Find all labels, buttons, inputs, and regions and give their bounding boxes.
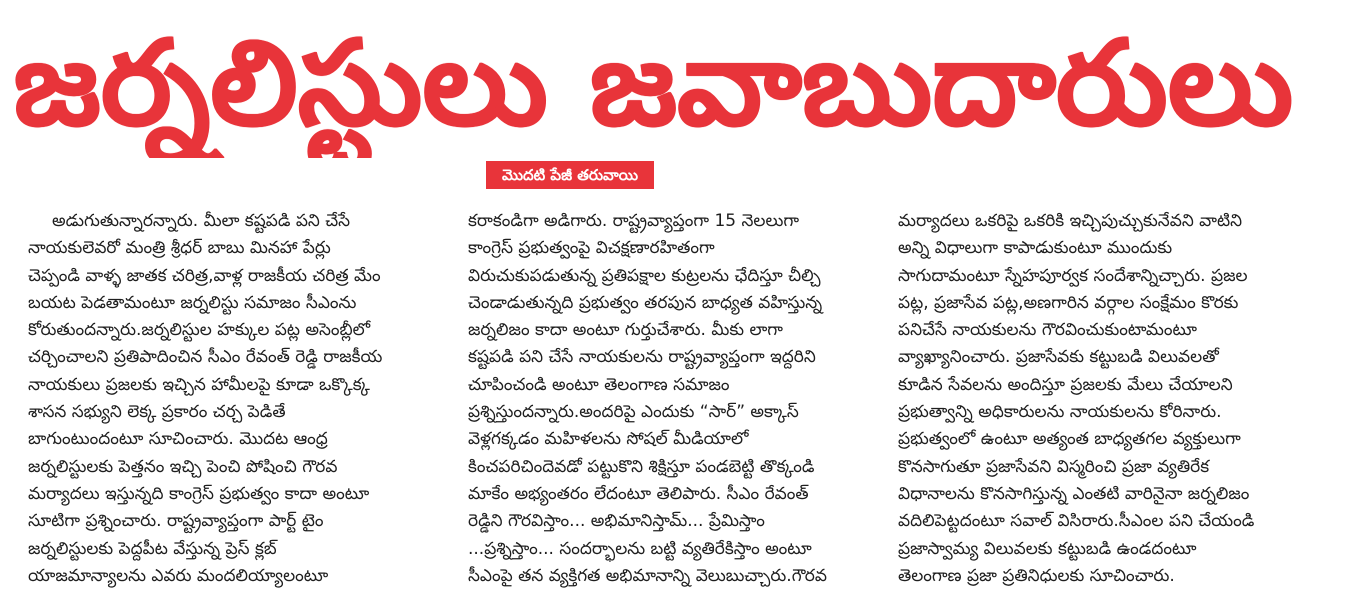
article-line: కరాకండిగా అడిగారు. రాష్ట్రవ్యాప్తంగా 15 నెలలుగా <box>468 211 800 231</box>
article-line: యాజమాన్యాలను ఎవరు మందలియ్యాలంటూ <box>28 565 329 586</box>
article-line: అడుగుతున్నారన్నారు. మీలా కష్టపడి పని చేసే <box>52 211 351 231</box>
article-line: సీఎంపై తన వ్యక్తిగత అభిమానాన్ని వెలుబుచ్చారు.గౌరవ <box>468 565 827 586</box>
article-line: మర్యాదలు ఇస్తున్నది కాంగ్రెస్ ప్రభుత్వం కాదా అంటూ <box>28 483 370 504</box>
article-line: మాకేం అభ్యంతరం లేదంటూ తెలిపారు. సీఎం రేవంత్ <box>468 483 809 504</box>
article-line: ప్రశ్నిస్తుందన్నారు.అందరిపై ఎందుకు “సార్” అక్కాస్ <box>468 402 799 423</box>
article-line: జర్నలిజం కాదా అంటూ గుర్తుచేశారు. మీకు లాగా <box>468 320 783 341</box>
article-line: తెలంగాణ ప్రజా ప్రతినిధులకు సూచించారు. <box>898 565 1175 586</box>
article-column-3 <box>898 208 1318 608</box>
article-line: సాగుదామంటూ స్నేహపూర్వక సందేశాన్నిచ్చారు. ప్రజల <box>898 265 1248 286</box>
headline: జర్నలిస్టులు జవాబుదారులు <box>14 14 1294 152</box>
article-line: పనిచేసే నాయకులను గౌరవించుకుంటామంటూ <box>898 320 1197 341</box>
article-line: ప్రభుత్వంలో ఉంటూ అత్యంత బాధ్యతగల వ్యక్తులుగా <box>898 429 1241 450</box>
article-line: ...ప్రశ్నిస్తాం... సందర్భాలను బట్టి వ్యతిరేకిస్తాం అంటూ <box>468 538 812 559</box>
article-line: పట్ల, ప్రజాసేవ పట్ల,అణగారిన వర్గాల సంక్షేమం కొరకు <box>898 292 1239 313</box>
article-line: ప్రభుత్వాన్ని అధికారులను నాయకులను కోరినారు. <box>898 402 1222 423</box>
article-line: కష్టపడి పని చేసే నాయకులను రాష్ట్రవ్యాప్తంగా ఇద్దరిని <box>468 347 816 368</box>
article-line: బయట పెడతామంటూ జర్నలిస్టు సమాజం సీఎంను <box>28 292 357 313</box>
article-line: వదిలిపెట్టదంటూ సవాల్ విసిరారు.సీఎంల పని చేయండి <box>898 511 1255 532</box>
article-line: నాయకులెవరో మంత్రి శ్రీధర్ బాబు మినహా పేర్లు <box>28 238 331 259</box>
article-column-1 <box>28 208 448 608</box>
article-line: కాంగ్రెస్ ప్రభుత్వంపై విచక్షణారహితంగా <box>468 238 715 259</box>
article-line: చెప్పండి వాళ్ళ జాతక చరిత్ర,వాళ్ల రాజకీయ చరిత్ర మేం <box>28 265 381 286</box>
article-line: చెండాడుతున్నది ప్రభుత్వం తరపున బాధ్యత వహిస్తున్న <box>468 292 823 313</box>
article-line: జర్నలిస్టులకు పెద్దపీట వేస్తున్న ప్రెస్ క్లబ్ <box>28 538 277 559</box>
article-line: రెడ్డిని గౌరవిస్తాం... అభిమానిస్తామ్... ప్రేమిస్తాం <box>468 511 765 532</box>
article-line: అన్ని విధాలుగా కాపాడుకుంటూ ముందుకు <box>898 238 1173 259</box>
article-column-2 <box>468 208 876 608</box>
article-line: బాగుంటుందంటూ సూచించారు. మొదట ఆంధ్ర <box>28 429 328 450</box>
article-line: శాసన సభ్యుని లెక్క ప్రకారం చర్చ పెడితే <box>28 402 286 423</box>
article-line: కించపరిచిందెవడో పట్టుకొని శిక్షిస్తూ పండబెట్టి తొక్కండి <box>468 456 815 477</box>
article-line: చూపించండి అంటూ తెలంగాణ సమాజం <box>468 374 730 395</box>
continuation-label: మొదటి పేజీ తరువాయి <box>486 161 654 189</box>
article-line: ప్రజాస్వామ్య విలువలకు కట్టుబడి ఉండదంటూ <box>898 538 1197 559</box>
article-line: మర్యాదలు ఒకరిపై ఒకరికి ఇచ్చిపుచ్చుకునేవని వాటిని <box>898 211 1243 231</box>
article-line: నాయకులు ప్రజలకు ఇచ్చిన హామీలపై కూడా ఒక్కొక్క <box>28 374 370 395</box>
article-line: కొనసాగుతూ ప్రజాసేవని విస్మరించి ప్రజా వ్యతిరేక <box>898 456 1210 477</box>
article-line: విధానాలను కొనసాగిస్తున్న ఎంతటి వారినైనా జర్నలిజం <box>898 483 1250 504</box>
article-line: వెళ్లగక్కడం మహిళలను సోషల్ మీడియాలో <box>468 429 749 450</box>
article-line: కూడిన సేవలను అందిస్తూ ప్రజలకు మేలు చేయాలని <box>898 374 1233 395</box>
article-line: జర్నలిస్టులకు పెత్తనం ఇచ్చి పెంచి పోషించి గౌరవ <box>28 456 338 477</box>
article-line: సూటిగా ప్రశ్నించారు. రాష్ట్రవ్యాప్తంగా పార్ట్ టైం <box>28 511 324 532</box>
article-line: కోరుతుందన్నారు.జర్నలిస్టుల హక్కుల పట్ల అసెంబ్లీలో <box>28 320 371 341</box>
article-line: వ్యాఖ్యానించారు. ప్రజాసేవకు కట్టుబడి విలువలతో <box>898 347 1219 368</box>
article-line: చర్చించాలని ప్రతిపాదించిన సీఎం రేవంత్ రెడ్డి రాజకీయ <box>28 347 383 368</box>
article-line: విరుచుకుపడుతున్న ప్రతిపక్షాల కుట్రలను ఛేదిస్తూ చీల్చి <box>468 265 821 286</box>
